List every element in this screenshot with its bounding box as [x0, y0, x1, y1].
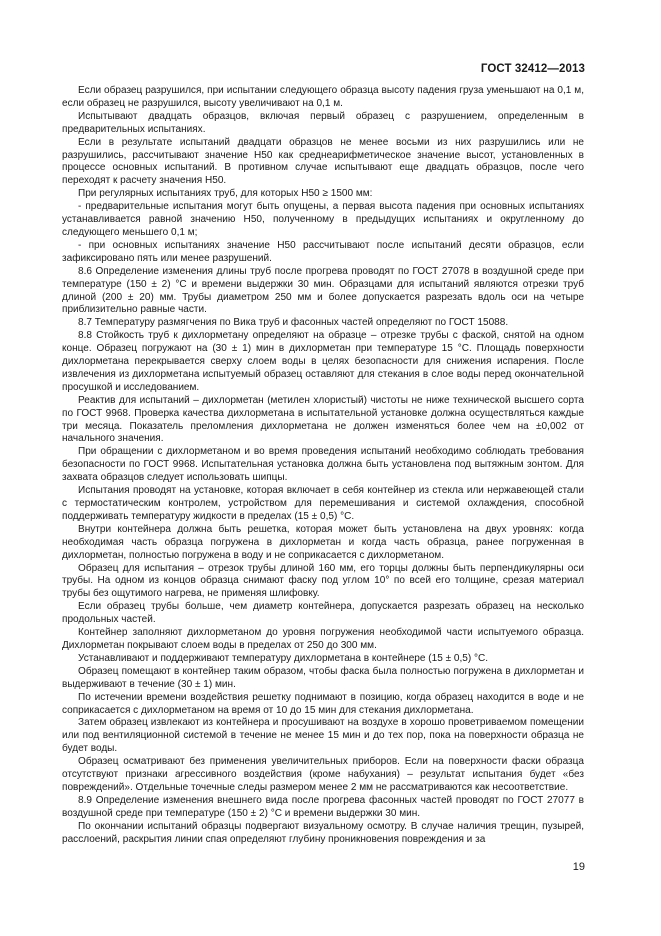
paragraph: При обращении с дихлорметаном и во время проведения испытаний необходимо соблюдать требования безопасности по ГОСТ 9968. Испытательная установка должна быть установлена под вытяжным зонтом. Для захвата образцов следует использовать шипцы.: [62, 446, 584, 484]
paragraph: При регулярных испытаниях труб, для которых H50 ≥ 1500 мм:: [78, 188, 373, 200]
paragraph: Устанавливают и поддерживают температуру дихлорметана в контейнере (15 ± 0,5) °С.: [78, 652, 489, 664]
paragraph: Если образец разрушился, при испытании следующего образца высоту падения груза уменьшают на 0,1 м, если образец не разрушился, высоту увеличивают на 0,1 м.: [62, 85, 584, 109]
paragraph: Затем образец извлекают из контейнера и просушивают на воздухе в хорошо проветриваемом помещении или под вентиляционной системой в течение не менее 15 мин и до тех пор, пока на поверхности образца не будет воды.: [62, 717, 584, 755]
list-item: - при основных испытаниях значение H50 рассчитывают после испытаний десяти образцов, если зафиксировано пять или менее разрушений.: [62, 239, 584, 264]
paragraph: Контейнер заполняют дихлорметаном до уровня погружения необходимой части испытуемого образца. Дихлорметан покрывают слоем воды в пределах от 250 до 300 мм.: [62, 627, 584, 651]
paragraph: Если в результате испытаний двадцати образцов не менее восьми из них разрушились или не разрушились, рассчитывают значение H50 как среднеарифметическое значение высот, установленных в процессе основных испытаний. В противном случае испытывают еще двадцать образцов, после чего переходят к расчету значения H50.: [62, 136, 584, 187]
paragraph: Испытывают двадцать образцов, включая первый образец с разрушением, определенным в предварительных испытаниях.: [62, 110, 584, 135]
paragraph: По окончании испытаний образцы подвергают визуальному осмотру. В случае наличия трещин, пузырей, расслоений, раскрытия линии спая определяют глубину проникновения повреждения и за: [62, 820, 584, 845]
paragraph: Образец помещают в контейнер таким образом, чтобы фаска была полностью погружена в дихлорметан и выдерживают в течение (30 ± 1) мин.: [62, 665, 584, 690]
paragraph: Испытания проводят на установке, которая включает в себя контейнер из стекла или нержавеющей стали с термостатическим контролем, устройством для перемешивания и системой охлаждения, способной поддерживать температуру жидкости в пределах (15 ± 0,5) °С.: [62, 485, 584, 522]
paragraph: Реактив для испытаний – дихлорметан (метилен хлористый) чистоты не ниже технической высшего сорта по ГОСТ 9968. Проверка качества дихлорметана в испытательной установке должна осуществляться каждые три месяца. Показатель преломления дихлорметана не должен изменяться более чем на ±0,002 от начального значения.: [62, 394, 584, 445]
section-8-9: 8.9 Определение изменения внешнего вида после прогрева фасонных частей проводят по ГОСТ 27077 в воздушной среде при температуре (150 ± 2) °С и времени выдержки 30 мин.: [62, 794, 584, 819]
paragraph: Если образец трубы больше, чем диаметр контейнера, допускается разрезать образец на несколько продольных частей.: [62, 601, 584, 626]
section-8-6: 8.6 Определение изменения длины труб после прогрева проводят по ГОСТ 27078 в воздушной среде при температуре (150 ± 2) °С и времени выдержки 30 мин. Образцами для испытаний являются отрезки труб длиной (200 ± 20) мм. Трубы диаметром 250 мм и более допускается разрезать вдоль оси на четыре приблизительно равные части.: [62, 265, 584, 316]
paragraph: Внутри контейнера должна быть решетка, которая может быть установлена на двух уровнях: когда необходимая часть образца погружена в дихлорметан и когда часть образца, ранее погруженная в дихлорметан, полностью погружена в воду и не соприкасается с дихлорметаном.: [62, 523, 584, 561]
section-8-8: 8.8 Стойкость труб к дихлорметану определяют на образце – отрезке трубы с фаской, снятой на одном конце. Образец погружают на (30 ± 1) мин в дихлорметан при температуре 15 °С. Площадь поверхности дихлорметана перекрывается сверху слоем воды в целях безопасности для снижения испарения. После извлечения из дихлорметана испытуемый образец оставляют для стекания в слое воды перед окончательной просушкой и исследованием.: [62, 330, 584, 393]
page-number: 19: [572, 861, 585, 873]
list-item: - предварительные испытания могут быть опущены, а первая высота падения при основных испытаниях устанавливается равной значению H50, полученному в предыдущих испытаниях и округленному до следующего меньшего 0,1 м;: [62, 201, 584, 238]
paragraph: Образец для испытания – отрезок трубы длиной 160 мм, его торцы должны быть перпендикулярны оси трубы. На одном из концов образца снимают фаску под углом 10° по всей его толщине, срезая материал трубы без ощутимого нагрева, не применяя шлифовку.: [62, 562, 584, 600]
standard-header: ГОСТ 32412—2013: [480, 63, 585, 75]
section-8-7: 8.7 Температуру размягчения по Вика труб и фасонных частей определяют по ГОСТ 15088.: [78, 317, 509, 329]
paragraph: По истечении времени воздействия решетку поднимают в позицию, когда образец находится в воде и не соприкасается с дихлорметаном на время от 10 до 15 мин для стекания дихлорметана.: [62, 691, 584, 716]
body-text: [62, 85, 584, 846]
paragraph: Образец осматривают без применения увеличительных приборов. Если на поверхности фаски образца отсутствуют признаки агрессивного воздействия (кроме набухания) – результат испытания будет «без повреждений». Отдельные точечные следы размером менее 2 мм не рассматриваются как несоответствие.: [62, 756, 584, 793]
